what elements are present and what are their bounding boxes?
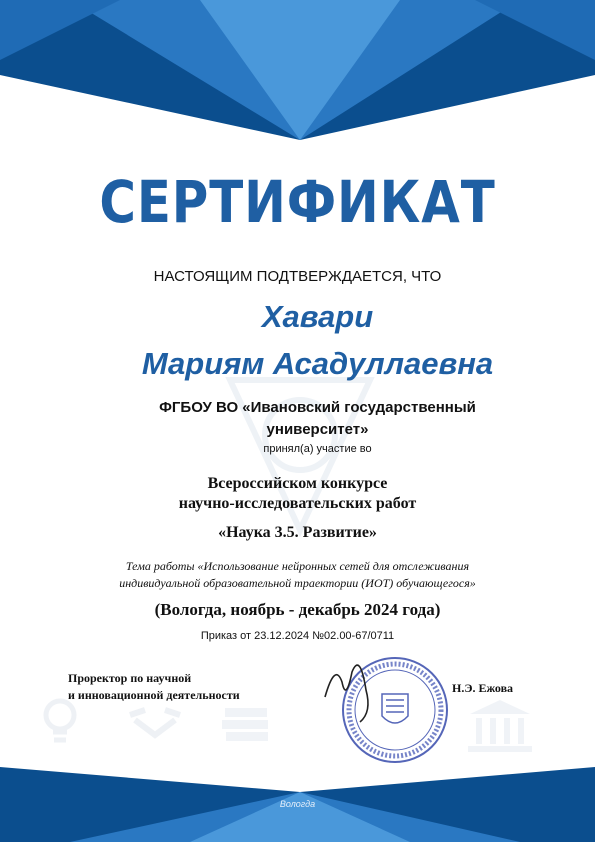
topic-line-1: Тема работы «Использование нейронных сетей для отслеживания bbox=[125, 559, 470, 573]
confirmation-text: НАСТОЯЩИМ ПОДТВЕРЖДАЕТСЯ, ЧТО bbox=[153, 268, 442, 285]
certificate-title: СЕРТИФИКАТ bbox=[99, 168, 496, 236]
work-topic bbox=[0, 558, 595, 592]
handshake-icon bbox=[130, 710, 180, 735]
books-icon bbox=[222, 708, 268, 741]
signatory-title-line-1: Проректор по научной bbox=[68, 671, 192, 685]
order-reference: Приказ от 23.12.2024 №02.00-67/0711 bbox=[200, 630, 395, 642]
lightbulb-icon bbox=[46, 701, 74, 740]
event-name: «Наука 3.5. Развитие» bbox=[218, 524, 377, 541]
recipient-given-names: Мариям Асадуллаевна bbox=[141, 346, 494, 381]
signatory-name: Н.Э. Ежова bbox=[452, 681, 514, 695]
contest-line-1: Всероссийском конкурсе bbox=[207, 475, 388, 492]
topic-line-2: индивидуальной образовательной траектории (ИОТ) обучающегося» bbox=[119, 576, 476, 590]
signatory-title-line-2: и инновационной деятельности bbox=[68, 688, 240, 702]
organization-line-2: университет» bbox=[266, 421, 369, 438]
recipient-surname: Хавари bbox=[261, 299, 374, 334]
footer-decoration bbox=[0, 752, 595, 842]
header-decoration bbox=[0, 0, 595, 160]
contest-line-2: научно-исследовательских работ bbox=[178, 495, 417, 512]
organization bbox=[20, 397, 595, 441]
footer-city: Вологда bbox=[279, 799, 316, 809]
signatory-title bbox=[68, 670, 240, 704]
contest-name bbox=[0, 474, 595, 514]
event-period: (Вологда, ноябрь - декабрь 2024 года) bbox=[154, 600, 441, 619]
emblem-icon bbox=[382, 694, 408, 723]
organization-line-1: ФГБОУ ВО «Ивановский государственный bbox=[159, 399, 476, 416]
participation-text: принял(а) участие во bbox=[263, 443, 372, 455]
building-icon bbox=[468, 700, 532, 752]
